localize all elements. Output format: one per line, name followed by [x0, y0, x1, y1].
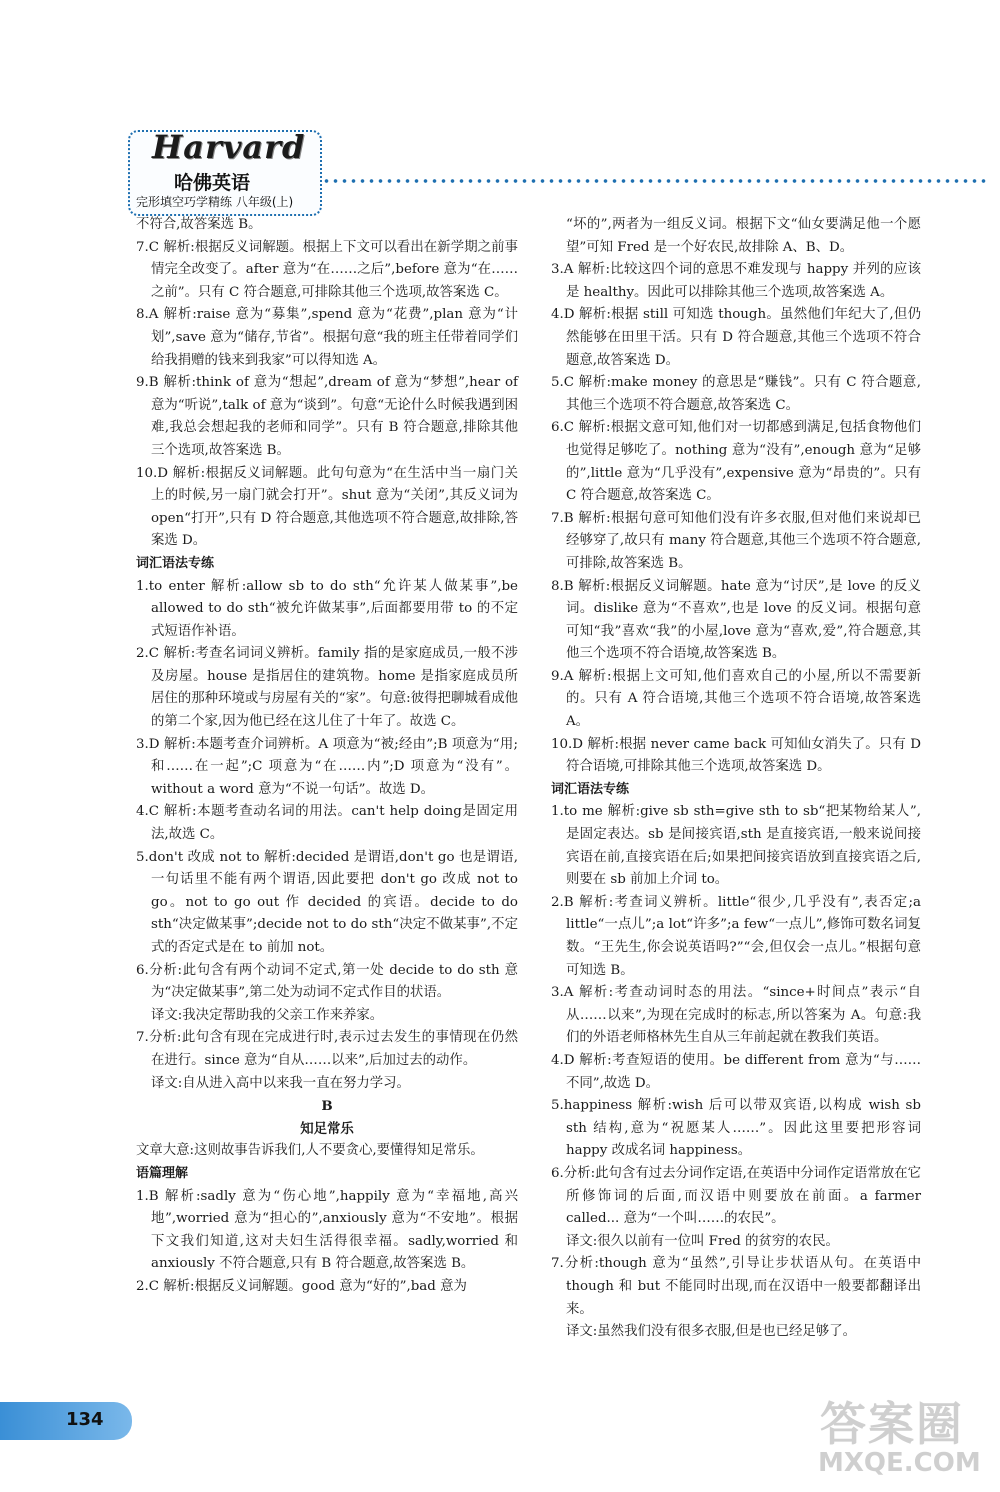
answer-paragraph: 4.D 解析:考查短语的使用。be different from 意为“与……不同”,故选 D。	[551, 1052, 921, 1091]
right-column	[551, 214, 921, 1344]
answer-paragraph: 7.C 解析:根据反义词解题。根据上下文可以看出在新学期之前事情完全改变了。after 意为“在……之后”,before 意为“在……之前”。只有 C 符合题意,可排除其他三个选项,故答案选 C。	[136, 239, 518, 300]
answer-paragraph: 10.D 解析:根据反义词解题。此句句意为“在生活中当一扇门关上的时候,另一扇门就会打开”。shut 意为“关闭”,其反义词为 open“打开”,只有 D 符合题意,其他选项不符合题意,故排除,答案选 D。	[136, 465, 518, 549]
logo-subtitle: 完形填空巧学精练 八年级(上)	[136, 195, 294, 209]
answer-paragraph: 3.D 解析:本题考查介词辨析。A 项意为“被;经由”;B 项意为“用;和……在一起”;C 项意为“在……内”;D 项意为“没有”。without a word 意为“不说一句话”。故选 D。	[136, 736, 518, 797]
answer-paragraph: 6.C 解析:根据文意可知,他们对一切都感到满足,包括食物他们也觉得足够吃了。nothing 意为“没有”,enough 意为“足够的”,little 意为“几乎没有”,expensive 意为“昂贵的”。只有 C 符合题意,故答案选 C。	[551, 420, 921, 504]
watermark-text: 答案圈	[820, 1397, 964, 1451]
answer-paragraph: 不符合,故答案选 B。	[136, 217, 262, 232]
answer-paragraph: 3.A 解析:考查动词时态的用法。“since+时间点”表示“自从……以来”,为现在完成时的标志,所以答案为 A。句意:我们的外语老师格林先生自从三年前起就在教我们英语。	[551, 985, 921, 1046]
page-number-tab	[0, 1402, 132, 1440]
answer-paragraph: 6.分析:此句含有过去分词作定语,在英语中分词作定语常放在它所修饰词的后面,而汉语中则要放在前面。a farmer called... 意为“一个叫……的农民”。	[551, 1165, 921, 1227]
passage-title: 知足常乐	[300, 1120, 354, 1137]
answer-paragraph: 9.A 解析:根据上文可知,他们喜欢自己的小屋,所以不需要新的。只有 A 符合语境,其他三个选项不符合语境,故答案选 A。	[551, 668, 921, 730]
answer-paragraph: 2.C 解析:根据反义词解题。good 意为“好的”,bad 意为	[136, 1278, 467, 1294]
answer-paragraph: 8.B 解析:根据反义词解题。hate 意为“讨厌”,是 love 的反义词。dislike 意为“不喜欢”,也是 love 的反义词。根据句意可知“我”喜欢“我”的小屋,love 意为“喜欢,爱”,符合题意,其他三个选项不符合语境,故答案选 B。	[551, 578, 921, 662]
translation-line: 译文:虽然我们没有很多衣服,但是也已经足够了。	[566, 1324, 856, 1340]
answer-paragraph: 6.分析:此句含有两个动词不定式,第一处 decide to do sth 意为“决定做某事”,第二处为动词不定式作目的状语。	[136, 962, 518, 1001]
answer-paragraph: 4.C 解析:本题考查动名词的用法。can't help doing是固定用法,故选 C。	[136, 804, 518, 843]
header-dotted-rule	[322, 178, 986, 184]
harvard-logo	[128, 130, 322, 216]
passage-summary: 文章大意:这则故事告诉我们,人不要贪心,要懂得知足常乐。	[136, 1143, 484, 1159]
answer-paragraph: 5.C 解析:make money 的意思是“赚钱”。只有 C 符合题意,其他三个选项不符合题意,故答案选 C。	[551, 375, 921, 413]
watermark-url: MXQE.COM	[818, 1448, 981, 1478]
answer-paragraph: 9.B 解析:think of 意为“想起”,dream of 意为“梦想”,hear of 意为“听说”,talk of 意为“谈到”。句意“无论什么时候我遇到困难,我总会想起我的老师和同学”。只有 B 符合题意,排除其他三个选项,故答案选 B。	[136, 375, 518, 458]
answer-paragraph: “坏的”,两者为一组反义词。根据下文“仙女要满足他一个愿望”可知 Fred 是一个好农民,故排除 A、B、D。	[566, 217, 921, 255]
answer-paragraph: 1.B 解析:sadly 意为“伤心地”,happily 意为“幸福地,高兴地”,worried 意为“担心的”,anxiously 意为“不安地”。根据下文我们知道,这对夫妇生活得很幸福。sadly,worried 和 anxiously 不符合题意,只有 B 符合题意,故答案选 B。	[136, 1188, 518, 1272]
section-heading: 词汇语法专练	[551, 781, 630, 797]
part-label: B	[321, 1098, 333, 1115]
answer-paragraph: 8.A 解析:raise 意为“募集”,spend 意为“花费”,plan 意为“计划”,save 意为“储存,节省”。根据句意“我的班主任带着同学们给我捐赠的钱来到我家”可以得知选 A。	[136, 307, 518, 368]
section-heading: 语篇理解	[136, 1165, 189, 1181]
answer-paragraph: 7.B 解析:根据句意可知他们没有许多衣服,但对他们来说却已经够穿了,故只有 many 符合题意,其他三个选项不符合题意,可排除,故答案选 B。	[551, 510, 921, 571]
logo-chinese-title: 哈佛英语	[174, 172, 251, 194]
answer-paragraph: 4.D 解析:根据 still 可知选 though。虽然他们年纪大了,但仍然能够在田里干活。只有 D 符合题意,其他三个选项不符合题意,故答案选 D。	[551, 307, 921, 368]
answer-paragraph: 1.to me 解析:give sb sth=give sth to sb“把某物给某人”,是固定表达。sb 是间接宾语,sth 是直接宾语,一般来说间接宾语在前,直接宾语在后;如果把间接宾语放到直接宾语之后,则要在 sb 前加上介词 to。	[551, 804, 921, 888]
answer-paragraph: 5.happiness 解析:wish 后可以带双宾语,以构成 wish sb sth 结构,意为“祝愿某人……”。因此这里要把形容词 happy 改成名词 happiness。	[551, 1098, 921, 1159]
section-heading: 词汇语法专练	[136, 555, 215, 571]
answer-paragraph: 1.to enter 解析:allow sb to do sth“允许某人做某事”,be allowed to do sth“被允许做某事”,后面都要用带 to 的不定式短语作补语。	[136, 578, 518, 639]
answer-paragraph: 3.A 解析:比较这四个词的意思不难发现与 happy 并列的应该是 healthy。因此可以排除其他三个选项,故答案选 A。	[551, 262, 921, 300]
translation-line: 译文:很久以前有一位叫 Fred 的贫穷的农民。	[566, 1233, 839, 1249]
watermark	[812, 1388, 988, 1486]
page-number: 134	[66, 1409, 104, 1430]
translation-line: 译文:我决定帮助我的父亲工作来养家。	[151, 1007, 384, 1023]
logo-title: Harvard	[152, 128, 306, 166]
answer-paragraph: 10.D 解析:根据 never came back 可知仙女消失了。只有 D 符合语境,可排除其他三个选项,故答案选 D。	[551, 736, 921, 775]
left-column	[136, 214, 518, 1299]
answer-paragraph: 2.B 解析:考查词义辨析。little“很少,几乎没有”,表否定;a little“一点儿”;a lot“许多”;a few“一点儿”,修饰可数名词复数。“王先生,你会说英语吗?”“会,但仅会一点儿。”根据句意可知选 B。	[551, 894, 921, 978]
answer-paragraph: 7.分析:此句含有现在完成进行时,表示过去发生的事情现在仍然在进行。since 意为“自从……以来”,后加过去的动作。	[136, 1030, 518, 1068]
translation-line: 译文:自从进入高中以来我一直在努力学习。	[151, 1075, 410, 1091]
answer-paragraph: 5.don't 改成 not to 解析:decided 是谓语,don't go 也是谓语,一句话里不能有两个谓语,因此要把 don't go 改成 not to go。not to go out 作 decided 的宾语。decide to do sth“决定做某事”;decide not to do sth“决定不做某事”,不定式的否定式是在 to 前加 not。	[136, 849, 518, 955]
answer-paragraph: 2.C 解析:考查名词词义辨析。family 指的是家庭成员,一般不涉及房屋。house 是指居住的建筑物。home 是指家庭成员所居住的那种环境或与房屋有关的“家”。句意:彼得把聊城看成他的第二个家,因为他已经在这儿住了十年了。故选 C。	[136, 646, 518, 730]
answer-paragraph: 7.分析:though 意为“虽然”,引导让步状语从句。在英语中 though 和 but 不能同时出现,而在汉语中一般要都翻译出来。	[551, 1256, 921, 1317]
